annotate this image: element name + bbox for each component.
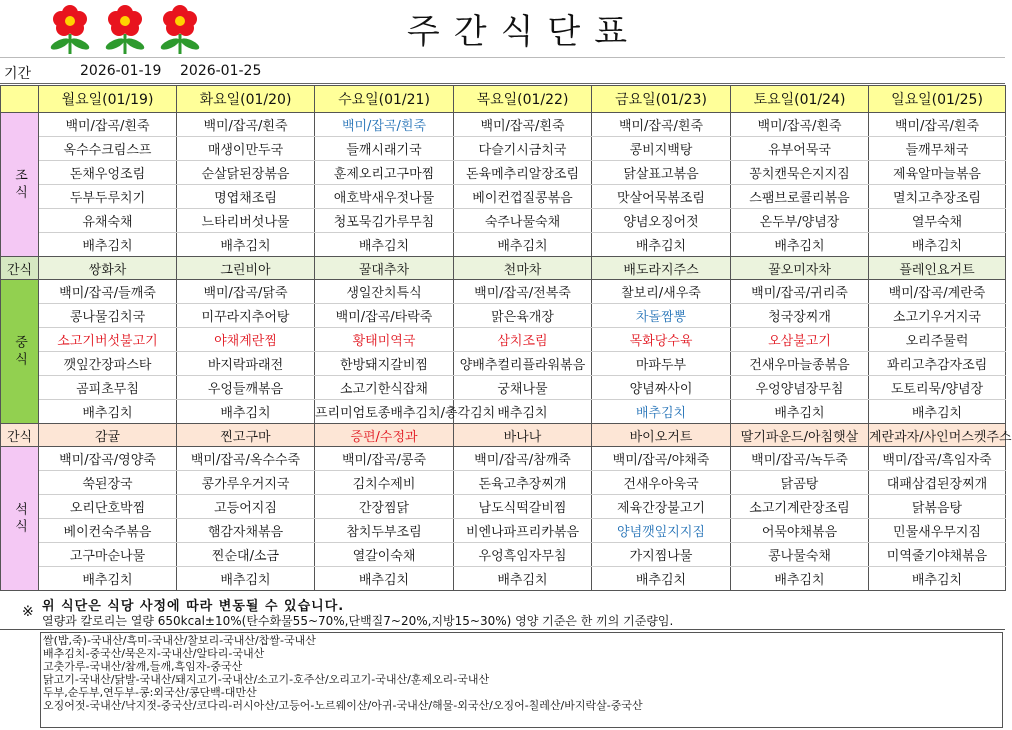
snack-cell: 그린비아 <box>177 257 315 280</box>
dish-cell: 닭볶음탕 <box>869 495 1006 519</box>
dish-cell: 배추김치 <box>39 233 177 257</box>
day-header: 화요일(01/20) <box>177 86 315 113</box>
snack-row <box>1 424 1006 447</box>
snack-label: 간식 <box>1 257 39 280</box>
meal-row <box>1 328 1006 352</box>
dish-cell: 옥수수크림스프 <box>39 137 177 161</box>
dish-cell: 프리미엄토종배추김치/총각김치 <box>315 400 454 424</box>
dish-cell: 쑥된장국 <box>39 471 177 495</box>
meal-label: 조식 <box>1 113 39 257</box>
origin-info <box>40 632 1003 728</box>
dish-cell: 차돌짬뽕 <box>592 304 731 328</box>
dish-cell: 고등어지짐 <box>177 495 315 519</box>
note-line-1: 위 식단은 식당 사정에 따라 변동될 수 있습니다. <box>42 599 345 614</box>
meal-row <box>1 400 1006 424</box>
dish-cell: 양념오징어젓 <box>592 209 731 233</box>
dish-cell: 명엽채조림 <box>177 185 315 209</box>
header-area <box>0 0 1005 57</box>
dish-cell: 백미/잡곡/흰죽 <box>39 113 177 137</box>
dish-cell: 어묵야채볶음 <box>731 519 869 543</box>
dish-cell: 콩나물숙채 <box>731 543 869 567</box>
dish-cell: 미꾸라지추어탕 <box>177 304 315 328</box>
dish-cell: 제육간장불고기 <box>592 495 731 519</box>
origin-line: 쌀(밥,죽)-국내산/흑미-국내산/찰보리-국내산/찹쌀-국내산 <box>43 634 316 647</box>
dish-cell: 배추김치 <box>39 400 177 424</box>
dish-cell: 청국장찌개 <box>731 304 869 328</box>
dish-cell: 제육알마늘볶음 <box>869 161 1006 185</box>
meal-row <box>1 376 1006 400</box>
meal-row <box>1 304 1006 328</box>
dish-cell: 백미/잡곡/들깨죽 <box>39 280 177 304</box>
dish-cell: 삼치조림 <box>454 328 592 352</box>
dish-cell: 건새우마늘종볶음 <box>731 352 869 376</box>
day-header: 수요일(01/21) <box>315 86 454 113</box>
dish-cell: 베이컨껍질콩볶음 <box>454 185 592 209</box>
meal-label: 석식 <box>1 447 39 591</box>
period-end: 2026-01-25 <box>180 63 262 79</box>
dish-cell: 배추김치 <box>454 400 592 424</box>
dish-cell: 오리단호박찜 <box>39 495 177 519</box>
dish-cell: 소고기버섯불고기 <box>39 328 177 352</box>
dish-cell: 들깨무채국 <box>869 137 1006 161</box>
flower-icon <box>40 4 100 54</box>
dish-cell: 멸치고추장조림 <box>869 185 1006 209</box>
dish-cell: 찰보리/새우죽 <box>592 280 731 304</box>
snack-cell: 쌍화차 <box>39 257 177 280</box>
day-header: 금요일(01/23) <box>592 86 731 113</box>
dish-cell: 백미/잡곡/흰죽 <box>592 113 731 137</box>
dish-cell: 백미/잡곡/야채죽 <box>592 447 731 471</box>
dish-cell: 배추김치 <box>177 233 315 257</box>
dish-cell: 매생이만두국 <box>177 137 315 161</box>
meal-row <box>1 543 1006 567</box>
dish-cell: 콩비지백탕 <box>592 137 731 161</box>
dish-cell: 오삼불고기 <box>731 328 869 352</box>
dish-cell: 백미/잡곡/닭죽 <box>177 280 315 304</box>
dish-cell: 백미/잡곡/귀리죽 <box>731 280 869 304</box>
dish-cell: 백미/잡곡/콩죽 <box>315 447 454 471</box>
dish-cell: 배추김치 <box>592 567 731 591</box>
meal-row <box>1 495 1006 519</box>
dish-cell: 닭곰탕 <box>731 471 869 495</box>
meal-row <box>1 161 1006 185</box>
dish-cell: 참치두부조림 <box>315 519 454 543</box>
origin-line: 고춧가루-국내산/참깨,들깨,흑임자-중국산 <box>43 660 243 673</box>
dish-cell: 우엉들깨볶음 <box>177 376 315 400</box>
dish-cell: 양념짜사이 <box>592 376 731 400</box>
snack-cell: 바이오거트 <box>592 424 731 447</box>
day-header: 토요일(01/24) <box>731 86 869 113</box>
meal-row <box>1 567 1006 591</box>
snack-cell: 배도라지주스 <box>592 257 731 280</box>
dish-cell: 배추김치 <box>177 400 315 424</box>
meal-row <box>1 185 1006 209</box>
dish-cell: 배추김치 <box>315 233 454 257</box>
day-header-row <box>1 86 1006 113</box>
dish-cell: 소고기계란장조림 <box>731 495 869 519</box>
dish-cell: 백미/잡곡/옥수수죽 <box>177 447 315 471</box>
dish-cell: 돈채우엉조림 <box>39 161 177 185</box>
dish-cell: 열갈이숙채 <box>315 543 454 567</box>
snack-cell: 계란과자/사인머스켓주스 <box>869 424 1006 447</box>
dish-cell: 민물새우무지짐 <box>869 519 1006 543</box>
dish-cell: 비엔나파프리카볶음 <box>454 519 592 543</box>
origin-line: 오징어젓-국내산/낙지젓-중국산/코다리-러시아산/고등어-노르웨이산/아귀-국내산/해물-외국산/오징어-칠레산/바지락살-중국산 <box>43 699 643 712</box>
dish-cell: 배추김치 <box>454 233 592 257</box>
dish-cell: 곰피초무침 <box>39 376 177 400</box>
dish-cell: 우엉양념장무침 <box>731 376 869 400</box>
dish-cell: 한방돼지갈비찜 <box>315 352 454 376</box>
dish-cell: 백미/잡곡/전복죽 <box>454 280 592 304</box>
dish-cell: 건새우아욱국 <box>592 471 731 495</box>
dish-cell: 느타리버섯나물 <box>177 209 315 233</box>
dish-cell: 목화당수육 <box>592 328 731 352</box>
menu-table <box>0 85 1012 591</box>
snack-cell: 꿀대추차 <box>315 257 454 280</box>
snack-cell: 꿀오미자차 <box>731 257 869 280</box>
dish-cell: 배추김치 <box>731 233 869 257</box>
meal-row <box>1 137 1006 161</box>
dish-cell: 배추김치 <box>177 567 315 591</box>
dish-cell: 스팸브로콜리볶음 <box>731 185 869 209</box>
dish-cell: 생일잔치특식 <box>315 280 454 304</box>
dish-cell: 돈육메추리알장조림 <box>454 161 592 185</box>
dish-cell: 꽁치캔묵은지지짐 <box>731 161 869 185</box>
dish-cell: 순살닭된장볶음 <box>177 161 315 185</box>
dish-cell: 백미/잡곡/흰죽 <box>869 113 1006 137</box>
dish-cell: 백미/잡곡/흰죽 <box>731 113 869 137</box>
dish-cell: 두부두루치기 <box>39 185 177 209</box>
dish-cell: 돈육고추장찌개 <box>454 471 592 495</box>
header-corner <box>1 86 39 113</box>
dish-cell: 배추김치 <box>731 400 869 424</box>
dish-cell: 유채숙채 <box>39 209 177 233</box>
dish-cell: 백미/잡곡/흰죽 <box>454 113 592 137</box>
meal-row <box>1 209 1006 233</box>
snack-cell: 증편/수정과 <box>315 424 454 447</box>
snack-cell: 천마차 <box>454 257 592 280</box>
dish-cell: 백미/잡곡/흰죽 <box>177 113 315 137</box>
dish-cell: 황태미역국 <box>315 328 454 352</box>
snack-cell: 바나나 <box>454 424 592 447</box>
dish-cell: 열무숙채 <box>869 209 1006 233</box>
notes <box>0 592 1005 630</box>
dish-cell: 소고기한식잡채 <box>315 376 454 400</box>
origin-line: 두부,순두부,연두부-콩:외국산/콩단백-대만산 <box>43 686 257 699</box>
dish-cell: 간장찜닭 <box>315 495 454 519</box>
note-line-2: 열량과 칼로리는 열량 650kcal±10%(탄수화물55~70%,단백질7~20%,지방15~30%) 영양 기준은 한 끼의 기준량임. <box>42 614 674 628</box>
dish-cell: 소고기우거지국 <box>869 304 1006 328</box>
flower-icon <box>150 4 210 54</box>
meal-row <box>1 519 1006 543</box>
meal-row <box>1 113 1006 137</box>
dish-cell: 배추김치 <box>39 567 177 591</box>
day-header: 일요일(01/25) <box>869 86 1006 113</box>
dish-cell: 훈제오리고구마찜 <box>315 161 454 185</box>
snack-cell: 플레인요거트 <box>869 257 1006 280</box>
dish-cell: 배추김치 <box>315 567 454 591</box>
dish-cell: 양배추컬리플라워볶음 <box>454 352 592 376</box>
dish-cell: 배추김치 <box>731 567 869 591</box>
snack-row <box>1 257 1006 280</box>
dish-cell: 콩나물김치국 <box>39 304 177 328</box>
meal-row <box>1 280 1006 304</box>
dish-cell: 배추김치 <box>869 567 1006 591</box>
dish-cell: 백미/잡곡/흰죽 <box>315 113 454 137</box>
snack-label: 간식 <box>1 424 39 447</box>
dish-cell: 온두부/양념장 <box>731 209 869 233</box>
dish-cell: 콩가루우거지국 <box>177 471 315 495</box>
dish-cell: 베이컨숙주볶음 <box>39 519 177 543</box>
dish-cell: 가지찜나물 <box>592 543 731 567</box>
dish-cell: 백미/잡곡/참깨죽 <box>454 447 592 471</box>
dish-cell: 맛살어묵볶조림 <box>592 185 731 209</box>
dish-cell: 들깨시래기국 <box>315 137 454 161</box>
period-label: 기간 <box>4 66 32 82</box>
dish-cell: 김치수제비 <box>315 471 454 495</box>
period-row <box>0 57 1005 84</box>
day-header: 목요일(01/22) <box>454 86 592 113</box>
dish-cell: 우엉흑임자무침 <box>454 543 592 567</box>
dish-cell: 배추김치 <box>869 400 1006 424</box>
dish-cell: 바지락파래전 <box>177 352 315 376</box>
dish-cell: 궁채나물 <box>454 376 592 400</box>
dish-cell: 청포묵김가루무침 <box>315 209 454 233</box>
dish-cell: 미역줄기야채볶음 <box>869 543 1006 567</box>
dish-cell: 백미/잡곡/흑임자죽 <box>869 447 1006 471</box>
dish-cell: 애호박새우젓나물 <box>315 185 454 209</box>
dish-cell: 다슬기시금치국 <box>454 137 592 161</box>
dish-cell: 남도식떡갈비찜 <box>454 495 592 519</box>
dish-cell: 고구마순나물 <box>39 543 177 567</box>
note-mark: ※ <box>22 604 34 620</box>
dish-cell: 백미/잡곡/타락죽 <box>315 304 454 328</box>
dish-cell: 대패삼겹된장찌개 <box>869 471 1006 495</box>
dish-cell: 깻잎간장파스타 <box>39 352 177 376</box>
origin-line: 닭고기-국내산/닭발-국내산/돼지고기-국내산/소고기-호주산/오리고기-국내산/훈제오리-국내산 <box>43 673 490 686</box>
meal-row <box>1 233 1006 257</box>
dish-cell: 닭살표고볶음 <box>592 161 731 185</box>
dish-cell: 오리주물럭 <box>869 328 1006 352</box>
dish-cell: 마파두부 <box>592 352 731 376</box>
dish-cell: 배추김치 <box>454 567 592 591</box>
snack-cell: 딸기파운드/아침햇살 <box>731 424 869 447</box>
dish-cell: 숙주나물숙채 <box>454 209 592 233</box>
dish-cell: 찐순대/소금 <box>177 543 315 567</box>
dish-cell: 양념깻잎지지짐 <box>592 519 731 543</box>
dish-cell: 백미/잡곡/계란죽 <box>869 280 1006 304</box>
dish-cell: 햄감자채볶음 <box>177 519 315 543</box>
period-start: 2026-01-19 <box>80 63 162 79</box>
meal-row <box>1 447 1006 471</box>
dish-cell: 유부어묵국 <box>731 137 869 161</box>
dish-cell: 도토리묵/양념장 <box>869 376 1006 400</box>
page-title: 주간식단표 <box>406 12 642 52</box>
dish-cell: 맑은육개장 <box>454 304 592 328</box>
dish-cell: 배추김치 <box>592 233 731 257</box>
day-header: 월요일(01/19) <box>39 86 177 113</box>
dish-cell: 배추김치 <box>592 400 731 424</box>
dish-cell: 꽈리고추감자조림 <box>869 352 1006 376</box>
snack-cell: 감귤 <box>39 424 177 447</box>
origin-line: 배추김치-중국산/묵은지-국내산/알타리-국내산 <box>43 647 265 660</box>
snack-cell: 찐고구마 <box>177 424 315 447</box>
flower-icon <box>95 4 155 54</box>
meal-label: 중식 <box>1 280 39 424</box>
meal-row <box>1 471 1006 495</box>
dish-cell: 야채계란찜 <box>177 328 315 352</box>
meal-row <box>1 352 1006 376</box>
dish-cell: 백미/잡곡/영양죽 <box>39 447 177 471</box>
dish-cell: 배추김치 <box>869 233 1006 257</box>
dish-cell: 백미/잡곡/녹두죽 <box>731 447 869 471</box>
